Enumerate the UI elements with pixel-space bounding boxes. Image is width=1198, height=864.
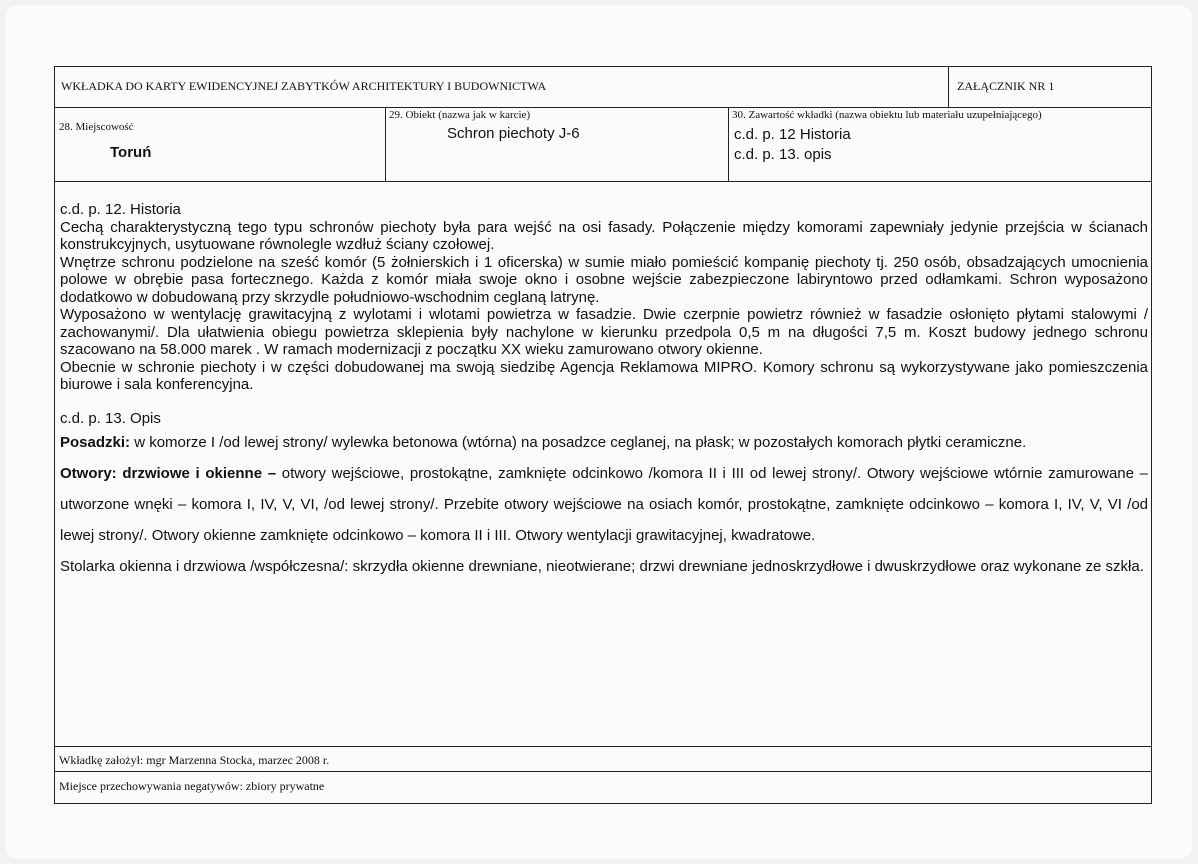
negatives-location: Miejsce przechowywania negatywów: zbiory prywatne [59,779,325,793]
field-30-value-line1: c.d. p. 12 Historia [734,126,851,143]
field-29-label: 29. Obiekt (nazwa jak w karcie) [389,109,531,121]
field-28-label: 28. Miejscowość [59,121,134,133]
openings-paragraph [60,458,1148,551]
history-paragraph: Cechą charakterystyczną tego typu schronów piechoty była para wejść na osi fasady. Połączenie między komorami zapewniały jedynie przejścia w ścianach konstrukcyjnych, usytuowane równolegle wzdłuż ściany czołowej. [60,218,1148,253]
history-paragraph: Obecnie w schronie piechoty i w części dobudowanej ma swoją siedzibę Agencja Reklamowa MIPRO. Komory schronu są wykorzystywane jako pomieszczenia biurowe i sala konferencyjna. [60,358,1148,393]
form-header [55,67,1151,108]
field-29-object [385,107,729,181]
form-frame [54,66,1152,804]
history-heading: c.d. p. 12. Historia [60,201,181,218]
author-row [55,747,1151,772]
field-28-locality [55,107,386,181]
field-29-value: Schron piechoty J-6 [447,125,580,142]
document-sheet [6,6,1192,858]
field-28-value: Toruń [110,144,152,161]
form-fields-row [55,107,1151,182]
openings-label: Otwory: drzwiowe i okienne – [60,465,277,482]
section-gap [60,394,1148,410]
history-paragraph: Wyposażono w wentylację grawitacyjną z wylotami i wlotami powietrza w fasadzie. Dwie czerpnie powietrz również w fasadzie osłonięto płytami stalowymi / zachowanymi/. Dla ułatwienia obiegu powietrza sklepienia były nachylone w kierunku przedpola 0,5 m na długości 7,5 m. Koszt budowy jednego schronu szacowano na 58.000 marek . W ramach modernizacji z początku XX wieku zamurowano otwory okienne. [60,306,1148,358]
author-info: Wkładkę założył: mgr Marzenna Stocka, marzec 2008 r. [59,753,330,767]
field-30-value-line2: c.d. p. 13. opis [734,146,832,163]
floors-label: Posadzki: [60,434,131,451]
floors-paragraph [60,427,1148,458]
attachment-cell [948,67,1151,107]
field-30-label: 30. Zawartość wkładki (nazwa obiektu lub materiału uzupełniającego) [732,109,1042,121]
field-30-contents [728,107,1151,181]
openings-text: otwory wejściowe, prostokątne, zamknięte odcinkowo /komora II i III od lewej strony/. Otwory wejściowe wtórnie zamurowane – utworzone wnęki – komora I, IV, V, VI, /od lewej strony/. Przebite otwory wejściowe na osiach komór, prostokątne, zamknięte odcinkowo – komora I, IV, V, VI /od lewej strony/. Otwory okienne zamknięte odcinkowo – komora II i III. Otwory wentylacji grawitacyjnej, kwadratowe. [60,465,1148,544]
content-area [55,181,1151,747]
joinery-paragraph: Stolarka okienna i drzwiowa /współczesna/: skrzydła okienne drewniane, nieotwierane; drzwi drewniane jednoskrzydłowe i dwuskrzydłowe oraz wykonane ze szkła. [60,558,1144,575]
floors-text: w komorze I /od lewej strony/ wylewka betonowa (wtórna) na posadzce ceglanej, na płask; w pozostałych komorach płytki ceramiczne. [130,434,1027,451]
history-paragraph: Wnętrze schronu podzielone na sześć komór (5 żołnierskich i 1 oficerska) w sumie miało pomieścić kompanię piechoty tj. 250 osób, obsadzających umocnienia polowe w obrębie pasa fortecznego. Każda z komór miała swoje okno i osobne wejście zabezpieczone labiryntowo przed odłamkami. Schron wyposażono dodatkowo w dobudowaną przy skrzydle południowo-wschodnim ceglaną latrynę. [60,253,1148,306]
attachment-number: ZAŁĄCZNIK NR 1 [957,79,1055,93]
form-title: WKŁADKA DO KARTY EWIDENCYJNEJ ZABYTKÓW ARCHITEKTURY I BUDOWNICTWA [61,79,547,93]
description-heading: c.d. p. 13. Opis [60,409,161,427]
